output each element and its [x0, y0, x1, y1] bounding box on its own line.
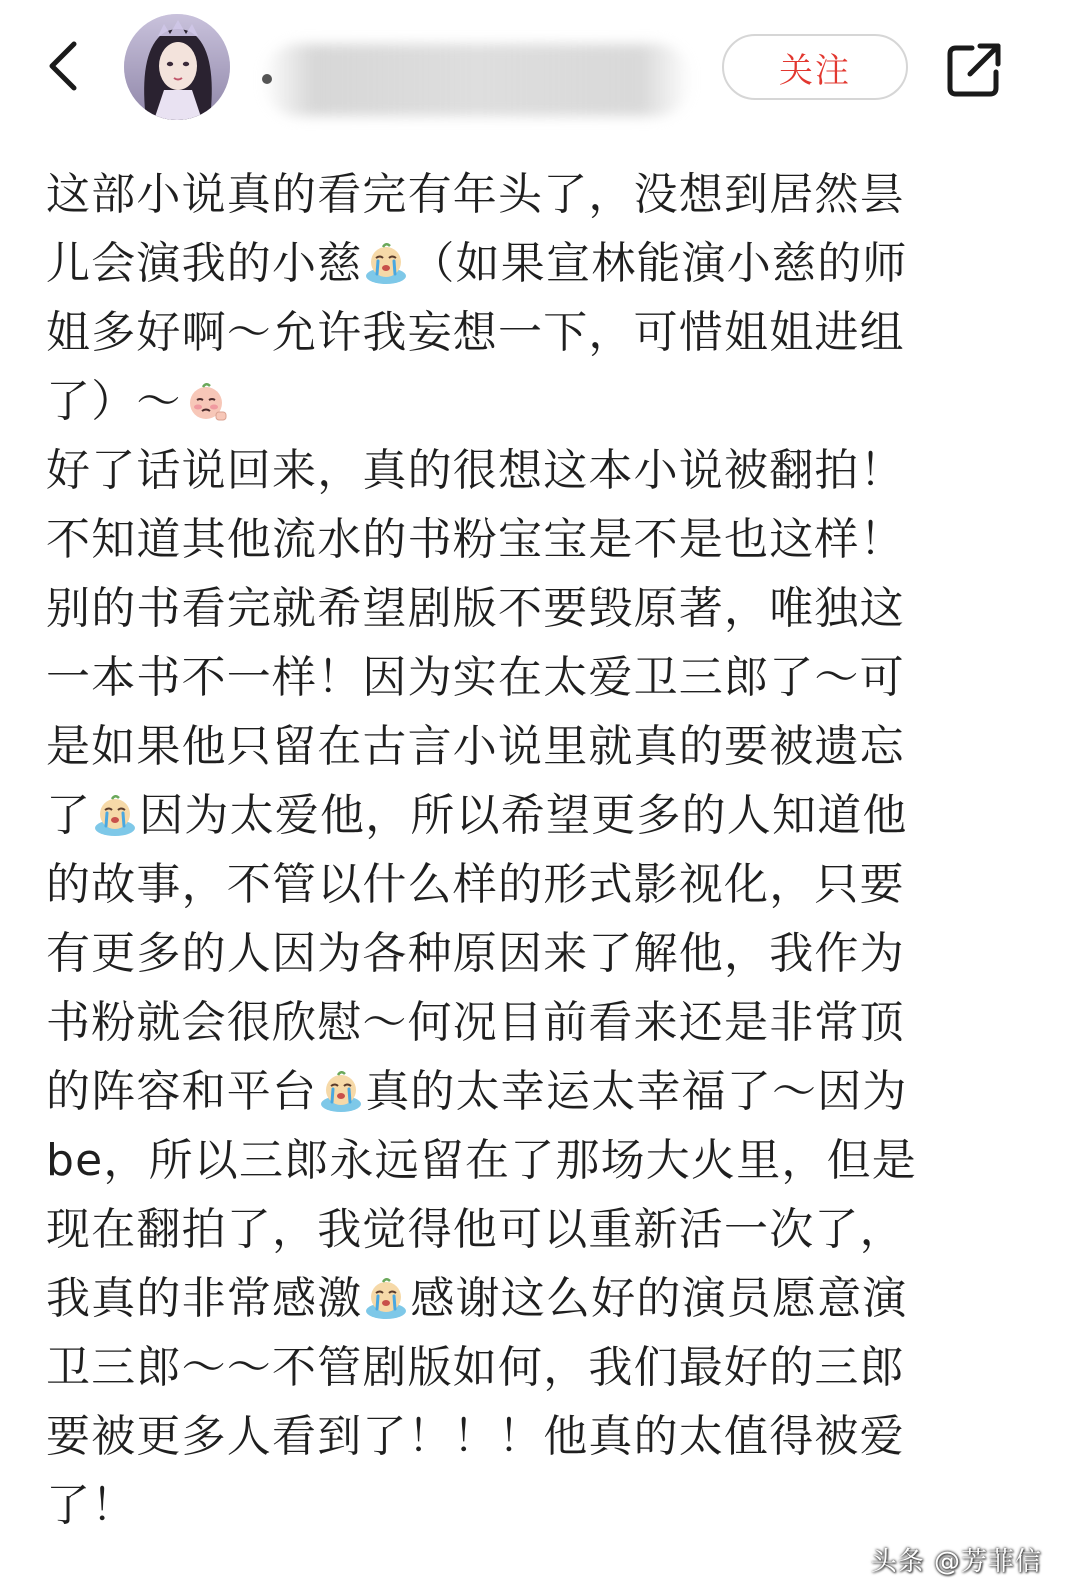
post-text: 感谢这么好的演员愿意演 [410, 1273, 908, 1324]
post-line [46, 298, 1006, 367]
post-text: 的故事，不管以什么样的形式影视化，只要 [46, 859, 905, 910]
post-line [46, 436, 1006, 505]
post-text: 了）～ [46, 376, 182, 427]
crying-emoji-icon [363, 237, 409, 283]
post-text: 现在翻拍了，我觉得他可以重新活一次了， [46, 1204, 905, 1255]
post-line [46, 988, 1006, 1057]
post-text: 了！ [46, 1480, 137, 1531]
post-text: （如果宣林能演小慈的师 [410, 238, 908, 289]
post-text: 这部小说真的看完有年头了，没想到居然昙 [46, 169, 905, 220]
post-line [46, 1126, 1006, 1195]
username-blurred [262, 44, 692, 116]
post-text: 好了话说回来，真的很想这本小说被翻拍！ [46, 445, 905, 496]
avatar-image [124, 14, 230, 120]
follow-button[interactable]: 关注 [722, 34, 908, 100]
crying-emoji-icon [92, 789, 138, 835]
post-text: 一本书不一样！因为实在太爱卫三郎了～可 [46, 652, 905, 703]
post-line [46, 1264, 1006, 1333]
post-text: 别的书看完就希望剧版不要毁原著，唯独这 [46, 583, 905, 634]
post-text: 的阵容和平台 [46, 1066, 318, 1117]
post-text: 了 [46, 790, 92, 841]
post-text: 儿会演我的小慈 [46, 238, 363, 289]
post-line [46, 919, 1006, 988]
post-line [46, 781, 1006, 850]
post-line [46, 1333, 1006, 1402]
post-line [46, 1471, 1006, 1540]
post-line [46, 1195, 1006, 1264]
post-text: 不知道其他流水的书粉宝宝是不是也这样！ [46, 514, 905, 565]
post-line [46, 1402, 1006, 1471]
share-icon [944, 40, 1004, 100]
post-text: 卫三郎～～不管剧版如何，我们最好的三郎 [46, 1342, 905, 1393]
chevron-left-icon [44, 38, 84, 94]
post-text: 是如果他只留在古言小说里就真的要被遗忘 [46, 721, 905, 772]
post-line [46, 505, 1006, 574]
sad-face-emoji-icon [183, 375, 229, 421]
post-text: 有更多的人因为各种原因来了解他，我作为 [46, 928, 905, 979]
username-dot [262, 74, 272, 84]
share-button[interactable] [944, 40, 1004, 100]
post-line [46, 160, 1006, 229]
post-text: be，所以三郎永远留在了那场大火里，但是 [46, 1135, 917, 1186]
back-button[interactable] [36, 38, 92, 94]
avatar[interactable] [124, 14, 230, 120]
post-text: 因为太爱他，所以希望更多的人知道他 [139, 790, 908, 841]
post-text: 姐多好啊～允许我妄想一下，可惜姐姐进组 [46, 307, 905, 358]
post-content [46, 160, 1006, 1540]
watermark: 头条 @芳菲信 [870, 1547, 1042, 1577]
post-text: 要被更多人看到了！！！他真的太值得被爱 [46, 1411, 905, 1462]
post-line [46, 229, 1006, 298]
post-line [46, 850, 1006, 919]
post-text: 书粉就会很欣慰～何况目前看来还是非常顶 [46, 997, 905, 1048]
post-text: 真的太幸运太幸福了～因为 [365, 1066, 908, 1117]
post-text: 我真的非常感激 [46, 1273, 363, 1324]
post-line [46, 574, 1006, 643]
crying-emoji-icon [363, 1272, 409, 1318]
post-line [46, 1057, 1006, 1126]
post-line [46, 367, 1006, 436]
post-line [46, 712, 1006, 781]
post-line [46, 643, 1006, 712]
crying-emoji-icon [318, 1065, 364, 1111]
top-bar [0, 0, 1080, 150]
